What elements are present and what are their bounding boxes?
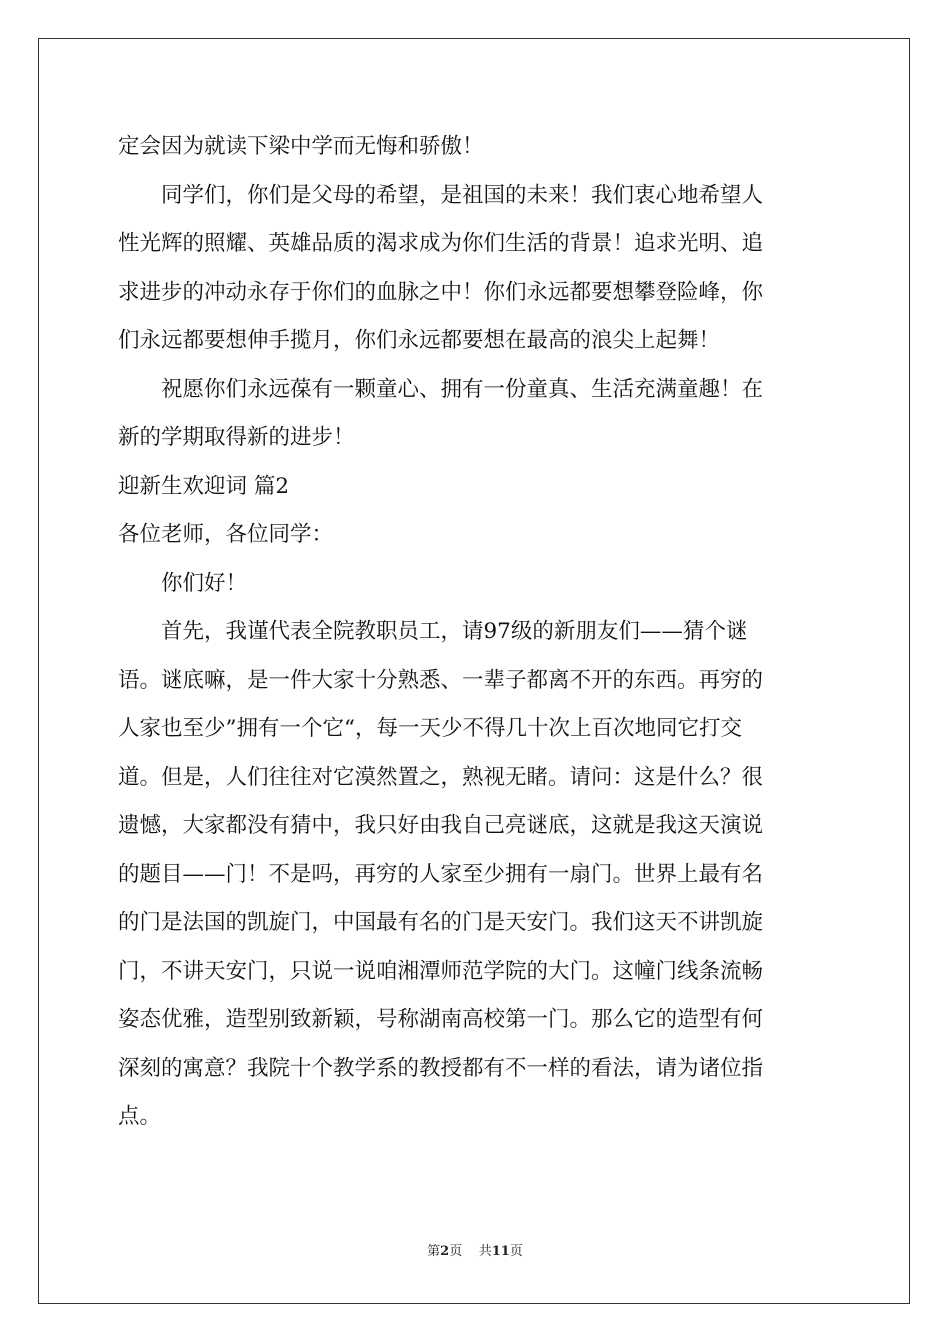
- text-line: 性光辉的照耀、英雄品质的渴求成为你们生活的背景！追求光明、追: [118, 231, 764, 256]
- footer-page-suffix: 页: [449, 1244, 463, 1259]
- page-footer: [0, 1240, 950, 1259]
- total-page-count: 11: [491, 1244, 510, 1259]
- text-line: 求进步的冲动永存于你们的血脉之中！你们永远都要想攀登险峰，你: [118, 279, 764, 305]
- text-line: 姿态优雅，造型别致新颖，号称湖南高校第一门。那么它的造型有何: [118, 1007, 764, 1032]
- text-line: 的题目——门！不是吗，再穷的人家至少拥有一扇门。世界上最有名: [118, 861, 764, 887]
- text-line: 门，不讲天安门，只说一说咱湘潭师范学院的大门。这幢门线条流畅: [118, 958, 764, 984]
- text-line: 的门是法国的凯旋门，中国最有名的门是天安门。我们这天不讲凯旋: [118, 910, 764, 935]
- text-line: 遗憾，大家都没有猜中，我只好由我自己亮谜底，这就是我这天演说: [118, 813, 764, 838]
- text-line: 同学们，你们是父母的希望，是祖国的未来！我们衷心地希望人: [118, 182, 764, 208]
- greeting: 你们好！: [118, 570, 248, 596]
- text-line: 新的学期取得新的进步！: [118, 425, 355, 450]
- text-line: 们永远都要想伸手揽月，你们永远都要想在最高的浪尖上起舞！: [118, 328, 721, 353]
- text-line: 深刻的寓意？我院十个教学系的教授都有不一样的看法，请为诸位指: [118, 1055, 764, 1081]
- text-line: 定会因为就读下梁中学而无悔和骄傲！: [118, 134, 484, 159]
- section-heading: 迎新生欢迎词 篇2: [118, 473, 290, 499]
- text-line: 语。谜底嘛，是一件大家十分熟悉、一辈子都离不开的东西。再穷的: [118, 667, 764, 693]
- text-line: 首先，我谨代表全院教职员工，请97级的新朋友们——猜个谜: [118, 619, 748, 644]
- salutation: 各位老师，各位同学：: [118, 522, 334, 547]
- text-line: 道。但是，人们往往对它漠然置之，熟视无睹。请问：这是什么？很: [118, 764, 764, 790]
- text-line: 祝愿你们永远葆有一颗童心、拥有一份童真、生活充满童趣！在: [118, 376, 764, 402]
- current-page-number: 2: [440, 1244, 450, 1259]
- text-line: 点。: [118, 1104, 162, 1129]
- document-body: [118, 123, 834, 1142]
- footer-prefix: 第: [427, 1244, 441, 1259]
- footer-total-prefix: 共: [478, 1244, 492, 1259]
- footer-total-suffix: 页: [509, 1244, 523, 1259]
- text-line: 人家也至少”拥有一个它“，每一天少不得几十次上百次地同它打交: [118, 716, 742, 741]
